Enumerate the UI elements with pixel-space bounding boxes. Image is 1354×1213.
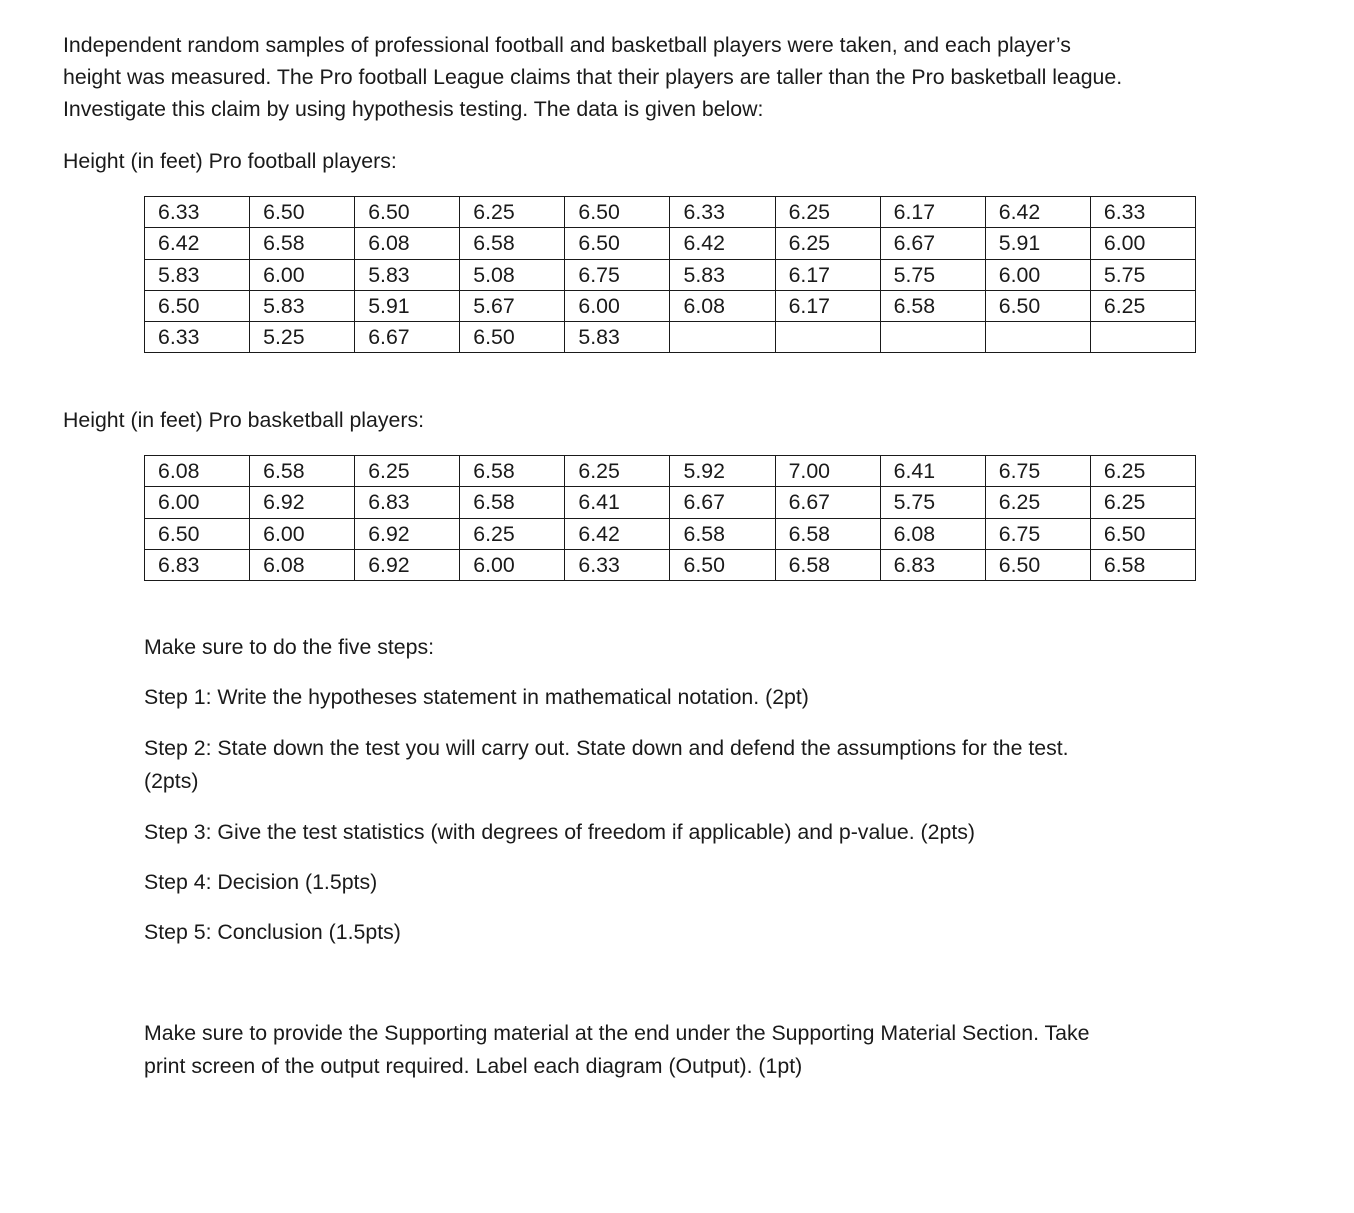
- table-row: [145, 518, 1196, 549]
- table-row: [145, 456, 1196, 487]
- table-cell: 5.91: [355, 290, 460, 321]
- table-cell: 6.50: [460, 322, 565, 353]
- table-row: [145, 228, 1196, 259]
- table-cell: 6.00: [985, 259, 1090, 290]
- table-cell: 6.50: [1090, 518, 1195, 549]
- intro-line-3: Investigate this claim by using hypothesis testing. The data is given below:: [63, 97, 764, 121]
- instructions-heading: Make sure to do the five steps:: [144, 635, 435, 659]
- table-cell: 6.67: [880, 228, 985, 259]
- table-cell: 6.75: [565, 259, 670, 290]
- table-cell: 6.25: [460, 197, 565, 228]
- table-cell: 6.75: [985, 518, 1090, 549]
- table-cell: 6.50: [355, 197, 460, 228]
- table-cell: 6.00: [250, 518, 355, 549]
- table-cell: 6.33: [145, 197, 250, 228]
- table-cell: 6.08: [880, 518, 985, 549]
- table-cell: 6.58: [460, 487, 565, 518]
- intro-line-1: Independent random samples of professional football and basketball players were taken, and each player’s: [63, 33, 1071, 57]
- table-cell: 6.25: [775, 197, 880, 228]
- table-cell: 6.42: [565, 518, 670, 549]
- table-row: [145, 290, 1196, 321]
- table-cell: 6.58: [775, 549, 880, 580]
- table-cell: [985, 322, 1090, 353]
- table-cell: 6.00: [460, 549, 565, 580]
- step-4: Step 4: Decision (1.5pts): [144, 870, 378, 894]
- table-cell: 6.25: [1090, 487, 1195, 518]
- table-row: [145, 487, 1196, 518]
- table-cell: 6.50: [565, 197, 670, 228]
- table-cell: 6.08: [145, 456, 250, 487]
- table-cell: 6.33: [145, 322, 250, 353]
- step-3: Step 3: Give the test statistics (with degrees of freedom if applicable) and p-value. (2pts): [144, 820, 975, 844]
- intro-paragraph: [63, 29, 1263, 125]
- table-cell: 5.25: [250, 322, 355, 353]
- table-cell: 6.33: [1090, 197, 1195, 228]
- table-cell: 6.67: [670, 487, 775, 518]
- table-cell: 6.08: [355, 228, 460, 259]
- table-cell: 6.92: [355, 549, 460, 580]
- table-cell: 5.83: [670, 259, 775, 290]
- table-row: [145, 197, 1196, 228]
- table-cell: 5.83: [250, 290, 355, 321]
- table-cell: 6.25: [985, 487, 1090, 518]
- table-cell: 6.50: [985, 549, 1090, 580]
- table-cell: 6.08: [250, 549, 355, 580]
- table-cell: [880, 322, 985, 353]
- table-cell: 6.50: [250, 197, 355, 228]
- table-cell: 5.91: [985, 228, 1090, 259]
- table-cell: 6.50: [670, 549, 775, 580]
- table-cell: 6.50: [145, 290, 250, 321]
- table-cell: 6.58: [250, 228, 355, 259]
- table-cell: 6.41: [565, 487, 670, 518]
- table-cell: 6.17: [775, 290, 880, 321]
- step-2-line-1: Step 2: State down the test you will carry out. State down and defend the assumptions for the test.: [144, 736, 1069, 760]
- table-cell: 5.92: [670, 456, 775, 487]
- intro-line-2: height was measured. The Pro football League claims that their players are taller than the Pro basketball league.: [63, 65, 1123, 89]
- table-cell: 6.67: [355, 322, 460, 353]
- basketball-heights-table: [144, 455, 1196, 581]
- table-cell: 6.25: [775, 228, 880, 259]
- table-cell: 6.50: [565, 228, 670, 259]
- table-cell: 6.41: [880, 456, 985, 487]
- football-table-label: Height (in feet) Pro football players:: [63, 149, 397, 173]
- table-row: [145, 259, 1196, 290]
- table-cell: 5.08: [460, 259, 565, 290]
- table-cell: 6.58: [880, 290, 985, 321]
- step-2-line-2: (2pts): [144, 769, 199, 793]
- table-cell: 6.50: [145, 518, 250, 549]
- table-cell: 6.25: [565, 456, 670, 487]
- table-cell: 6.50: [985, 290, 1090, 321]
- table-cell: 6.58: [775, 518, 880, 549]
- table-cell: 6.83: [355, 487, 460, 518]
- table-cell: 6.25: [460, 518, 565, 549]
- table-cell: 7.00: [775, 456, 880, 487]
- table-cell: 6.83: [145, 549, 250, 580]
- table-cell: 6.58: [1090, 549, 1195, 580]
- step-5: Step 5: Conclusion (1.5pts): [144, 920, 401, 944]
- table-cell: 6.58: [670, 518, 775, 549]
- step-1: Step 1: Write the hypotheses statement in mathematical notation. (2pt): [144, 685, 809, 709]
- basketball-table-label: Height (in feet) Pro basketball players:: [63, 408, 425, 432]
- table-cell: 6.25: [355, 456, 460, 487]
- table-cell: 6.92: [355, 518, 460, 549]
- table-cell: 6.75: [985, 456, 1090, 487]
- table-cell: 6.17: [775, 259, 880, 290]
- table-cell: 5.75: [880, 487, 985, 518]
- supporting-material-line-2: print screen of the output required. Label each diagram (Output). (1pt): [144, 1054, 803, 1078]
- table-cell: 6.58: [460, 456, 565, 487]
- table-cell: 6.92: [250, 487, 355, 518]
- table-cell: 6.58: [460, 228, 565, 259]
- table-cell: 5.83: [565, 322, 670, 353]
- table-cell: 5.83: [145, 259, 250, 290]
- supporting-material-line-1: Make sure to provide the Supporting material at the end under the Supporting Material Section. Take: [144, 1021, 1090, 1045]
- table-cell: 6.25: [1090, 290, 1195, 321]
- table-cell: [1090, 322, 1195, 353]
- table-cell: 6.00: [565, 290, 670, 321]
- table-cell: 6.67: [775, 487, 880, 518]
- table-cell: 6.83: [880, 549, 985, 580]
- table-cell: 6.33: [565, 549, 670, 580]
- table-cell: 6.25: [1090, 456, 1195, 487]
- table-cell: 6.33: [670, 197, 775, 228]
- table-cell: [670, 322, 775, 353]
- table-cell: 6.00: [145, 487, 250, 518]
- table-cell: 6.17: [880, 197, 985, 228]
- table-cell: 5.67: [460, 290, 565, 321]
- table-cell: 6.00: [250, 259, 355, 290]
- table-row: [145, 322, 1196, 353]
- table-cell: 6.08: [670, 290, 775, 321]
- table-cell: 6.58: [250, 456, 355, 487]
- table-cell: 6.00: [1090, 228, 1195, 259]
- table-cell: 6.42: [145, 228, 250, 259]
- football-heights-table: [144, 196, 1196, 353]
- table-cell: 5.75: [880, 259, 985, 290]
- table-cell: 6.42: [985, 197, 1090, 228]
- table-cell: 6.42: [670, 228, 775, 259]
- table-cell: 5.83: [355, 259, 460, 290]
- table-cell: [775, 322, 880, 353]
- table-row: [145, 549, 1196, 580]
- table-cell: 5.75: [1090, 259, 1195, 290]
